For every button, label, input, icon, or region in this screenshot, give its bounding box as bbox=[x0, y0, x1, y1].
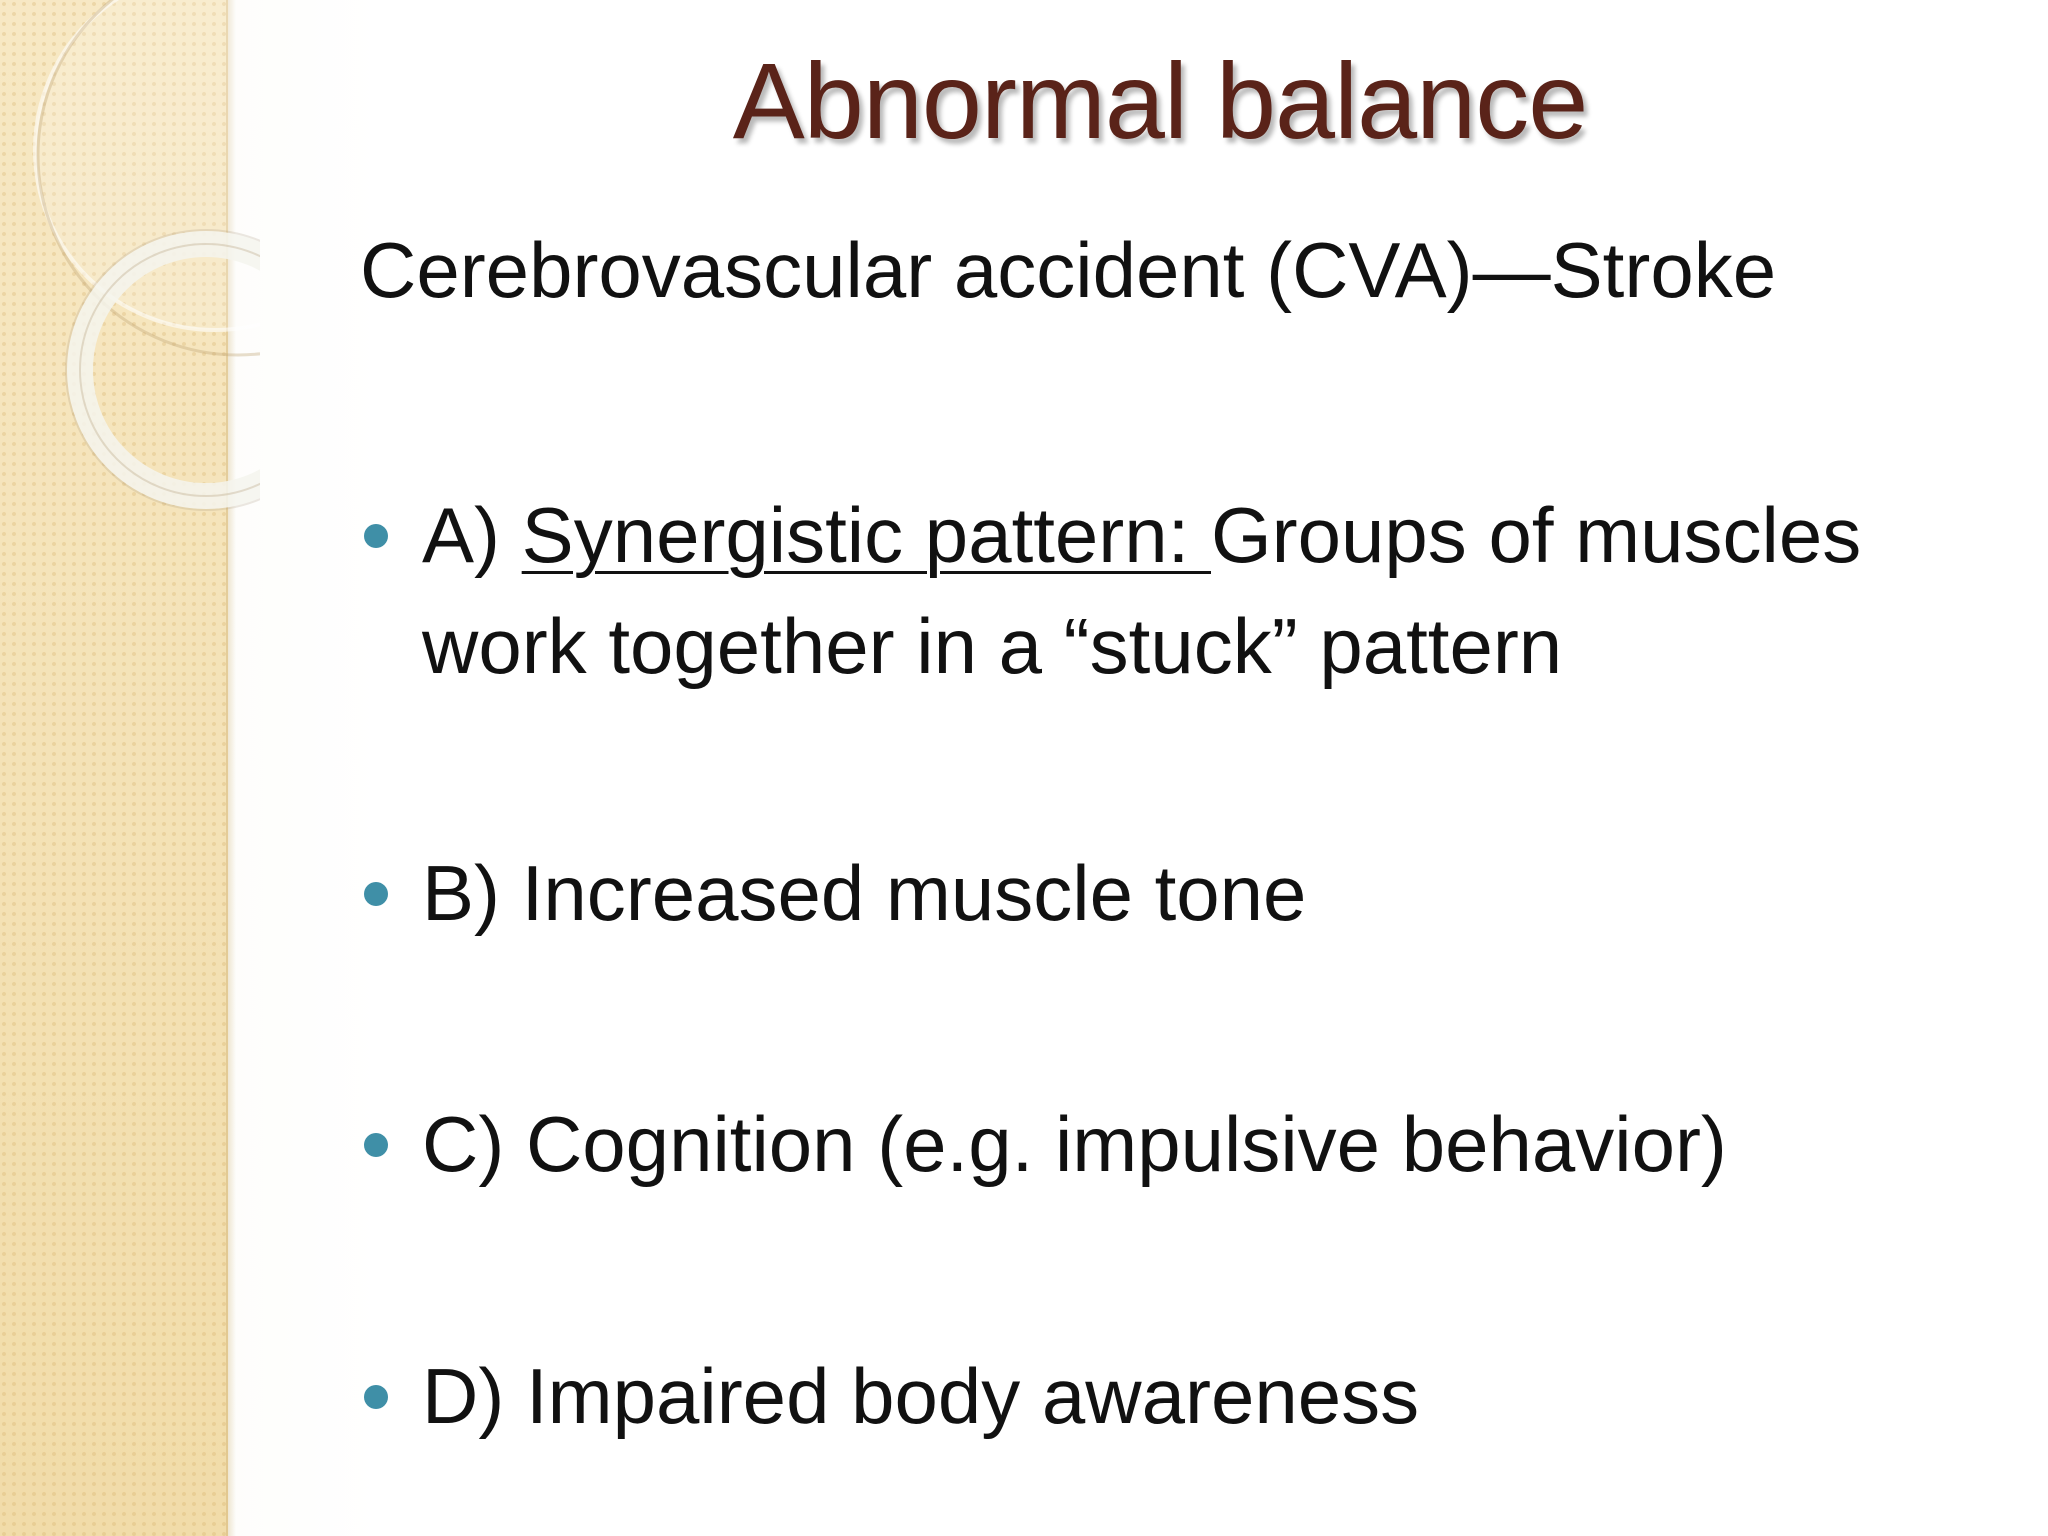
bullet-term: Synergistic pattern: bbox=[521, 491, 1211, 579]
bullet-item-a bbox=[360, 480, 2000, 702]
bullet-dot-icon bbox=[364, 524, 388, 548]
bullet-item-b bbox=[360, 838, 2000, 949]
bullet-item-c bbox=[360, 1089, 2000, 1200]
bullet-item-d bbox=[360, 1341, 2000, 1452]
bullet-text: C) Cognition (e.g. impulsive behavior) bbox=[422, 1100, 1727, 1188]
bullet-text: B) Increased muscle tone bbox=[422, 849, 1307, 937]
bullet-text: D) Impaired body awareness bbox=[422, 1352, 1420, 1440]
bullet-description: Groups of muscles work together in a “stuck” pattern bbox=[422, 491, 1862, 690]
slide-subtitle: Cerebrovascular accident (CVA)—Stroke bbox=[360, 226, 1777, 314]
slide-title: Abnormal balance bbox=[732, 40, 1588, 161]
bullet-prefix: A) bbox=[422, 491, 522, 579]
bullet-dot-icon bbox=[364, 882, 388, 906]
bullet-text bbox=[422, 480, 2000, 702]
bullet-dot-icon bbox=[364, 1133, 388, 1157]
bullet-dot-icon bbox=[364, 1385, 388, 1409]
concentric-rings-ornament-icon bbox=[0, 0, 260, 520]
